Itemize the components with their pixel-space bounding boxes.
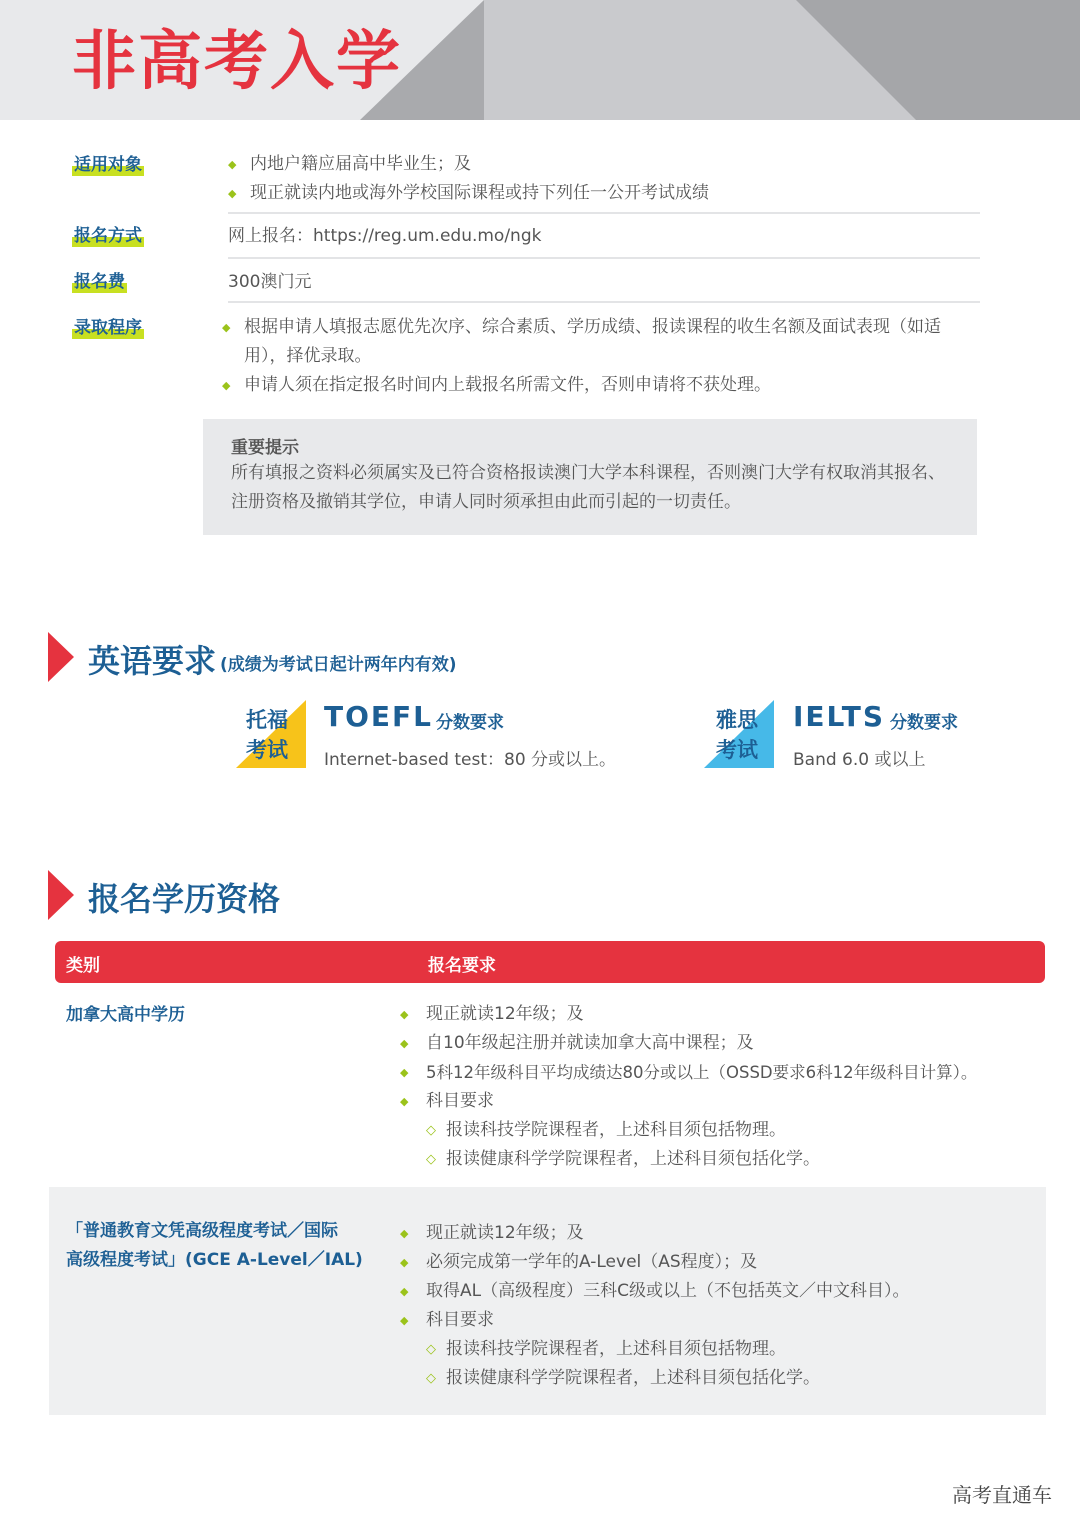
- ielts-sub: 分数要求: [890, 713, 958, 733]
- ielts-cn-1: 雅思: [716, 708, 758, 732]
- row-category: 「普通教育文凭高级程度考试／国际 高级程度考试」(GCE A-Level／IAL): [66, 1221, 363, 1270]
- diamond-icon: ◆: [400, 1314, 409, 1327]
- english-title: 英语要求: [88, 642, 217, 680]
- diamond-icon: ◆: [222, 321, 231, 334]
- diamond-icon: ◆: [400, 1285, 409, 1298]
- divider: [228, 257, 980, 259]
- section-arrow-icon: [48, 632, 76, 682]
- toefl-cn-1: 托福: [246, 708, 288, 732]
- ielts-cn-2: 考试: [716, 738, 758, 762]
- diamond-icon: ◆: [400, 1227, 409, 1240]
- diamond-outline-icon: ◇: [426, 1152, 436, 1167]
- notice-title: 重要提示: [231, 438, 299, 458]
- notice-body: 所有填报之资料必须属实及已符合资格报读澳门大学本科课程，否则澳门大学有权取消其报名、注册资格及撤销其学位，申请人同时须承担由此而引起的一切责任。: [231, 463, 945, 512]
- sub-list-item: ◇ 报读科技学院课程者，上述科目须包括物理。: [400, 1335, 1040, 1364]
- list-item: ◆ 现正就读内地或海外学校国际课程或持下列任一公开考试成绩: [228, 179, 980, 208]
- table-header: [55, 941, 1045, 983]
- list-item: ◆ 根据申请人填报志愿优先次序、综合素质、学历成绩、报读课程的收生名额及面试表现（如适用），择优录取。: [222, 313, 982, 371]
- diamond-outline-icon: ◇: [426, 1342, 436, 1357]
- row-category: 加拿大高中学历: [66, 1005, 185, 1025]
- admission-list: [222, 313, 982, 400]
- list-item: ◆ 申请人须在指定报名时间内上载报名所需文件，否则申请将不获处理。: [222, 371, 982, 400]
- toefl-sub: 分数要求: [436, 713, 504, 733]
- list-item: ◆ 现正就读12年级；及: [400, 1000, 1050, 1029]
- diamond-icon: ◆: [400, 1037, 409, 1050]
- diamond-outline-icon: ◇: [426, 1371, 436, 1386]
- toefl-name: TOEFL: [324, 700, 433, 733]
- diamond-icon: ◆: [222, 379, 231, 392]
- list-item: ◆ 科目要求: [400, 1306, 1040, 1335]
- english-note: (成绩为考试日起计两年内有效): [220, 655, 457, 675]
- method-value: 网上报名：https://reg.um.edu.mo/ngk: [228, 226, 542, 246]
- toefl-cn-2: 考试: [246, 738, 288, 762]
- ielts-detail: Band 6.0 或以上: [793, 750, 926, 770]
- qualification-title: 报名学历资格: [88, 880, 281, 918]
- list-item: ◆ 科目要求: [400, 1087, 1050, 1116]
- divider: [228, 301, 980, 303]
- label-method: 报名方式: [74, 226, 142, 246]
- row-requirements: [400, 1000, 1050, 1174]
- fee-value: 300澳门元: [228, 272, 312, 292]
- page-title: 非高考入学: [72, 25, 402, 99]
- target-list: [228, 150, 980, 208]
- watermark: 高考直通车: [952, 1483, 1052, 1507]
- sub-list-item: ◇ 报读科技学院课程者，上述科目须包括物理。: [400, 1116, 1050, 1145]
- toefl-detail: Internet-based test：80 分或以上。: [324, 750, 617, 770]
- column-header-category: 类别: [66, 956, 100, 976]
- list-item: ◆ 5科12年级科目平均成绩达80分或以上（OSSD要求6科12年级科目计算）。: [400, 1058, 1050, 1087]
- label-target: 适用对象: [74, 155, 142, 175]
- list-item: ◆ 内地户籍应届高中毕业生；及: [228, 150, 980, 179]
- diamond-icon: ◆: [400, 1256, 409, 1269]
- divider: [228, 212, 980, 214]
- ielts-name: IELTS: [793, 700, 886, 733]
- list-item: ◆ 必须完成第一学年的A-Level（AS程度）；及: [400, 1248, 1040, 1277]
- important-notice: [203, 419, 977, 535]
- diamond-icon: ◆: [228, 187, 237, 200]
- diamond-icon: ◆: [400, 1008, 409, 1021]
- column-header-requirements: 报名要求: [428, 956, 496, 976]
- list-item: ◆ 现正就读12年级；及: [400, 1219, 1040, 1248]
- row-requirements: [400, 1219, 1040, 1393]
- list-item: ◆ 自10年级起注册并就读加拿大高中课程；及: [400, 1029, 1050, 1058]
- diamond-outline-icon: ◇: [426, 1123, 436, 1138]
- label-admission: 录取程序: [74, 318, 142, 338]
- list-item: ◆ 取得AL（高级程度）三科C级或以上（不包括英文／中文科目）。: [400, 1277, 1040, 1306]
- section-arrow-icon: [48, 870, 76, 920]
- sub-list-item: ◇ 报读健康科学学院课程者，上述科目须包括化学。: [400, 1364, 1040, 1393]
- label-fee: 报名费: [74, 272, 125, 292]
- diamond-icon: ◆: [400, 1095, 409, 1108]
- sub-list-item: ◇ 报读健康科学学院课程者，上述科目须包括化学。: [400, 1145, 1050, 1174]
- diamond-icon: ◆: [228, 158, 237, 171]
- diamond-icon: ◆: [400, 1066, 409, 1079]
